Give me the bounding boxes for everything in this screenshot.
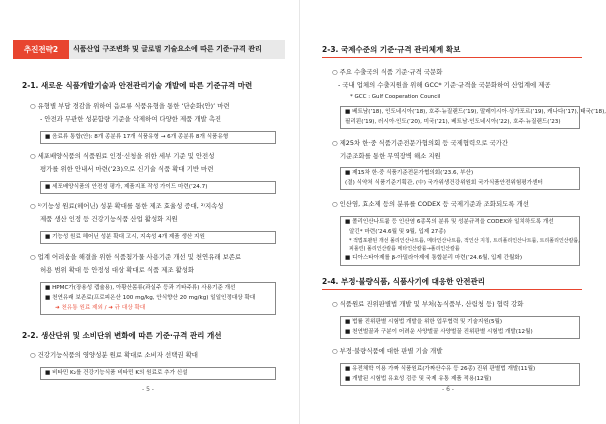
info-box-item: ■ 법률 진위판별 시험법 개발을 위한 업무협력 및 기술지원(5월) (345, 319, 503, 325)
info-box-footnote: * 적법포괄된 개선 폴리인산나트륨, 메타인산나트륨, 적인산 지칭, 트리폴리인산나트륨, 트리폴리인산칼륨, (349, 238, 580, 244)
bullet-text: ○ 건강기능식품의 영양성분 원료 확대로 소비자 선택권 확대 (30, 351, 198, 359)
info-box-item: ■ 천연유래 보존료(프로피온산 100 mg/kg, 안식향산 20 mg/kg) 일일인정대상 확대 (45, 295, 256, 301)
section-heading-2-1: 2-1. 새로운 식품개발기술과 안전관리기술 개발에 따른 기준규격 마련 (22, 81, 253, 90)
info-box-item: ■ HPMC가(장용성 캡슐용), 아황산몸류(과실주 등과 기타주류) 사용기준 개선 (45, 285, 236, 291)
bullet-text-cont: 제품 생산 인정 등 건강기능식품 산업 활성화 지원 (40, 215, 178, 223)
page-number: - 5 - (142, 386, 154, 393)
info-box-footnote: 피롤린) 폴리인산칼륨 메타인산칼륨→폴리인산칼륨 (349, 246, 460, 252)
bullet-text-cont: 평가를 위한 안내서 마련(’23)으로 신기술 식품 확대 기반 마련 (40, 165, 214, 173)
info-box-item: ■ 폴리인산나트륨 등 인산염 6종목의 분류 및 성분규격을 CODEX와 일치하도록 개선 (345, 219, 554, 225)
bullet-text: ○ ¹⁾기능성 원료(헤어닌) 성분 확대를 통한 제조 효율성 증대, ²⁾지속성 (30, 202, 224, 210)
info-box-item: ■ 디아스타아제를 β-아밀라아제에 통합분리 마련(’24.6월, 입제 간월화) (345, 255, 523, 261)
info-box-item: ■ 세포배양식품의 안전성 평가, 제품지표 작성 가이드 마련(’24.7) (45, 184, 208, 190)
info-box-item: 필리핀(’19), 러시아·인도(’20), 미국(’21), 베트남·인도네시아(’22), 호주·뉴질랜드(’23) (345, 119, 561, 125)
strategy-title: 식품산업 구조변화 및 글로벌 기술요소에 따른 기준·규격 관리 (69, 40, 285, 59)
info-box (340, 216, 580, 266)
info-box-item: ■ 개발된 시험법 유효성 검증 및 국제 유통 제품 적용(12월) (345, 376, 492, 382)
info-box-item: ■ 천연벌꿀과 구분이 어려운 사양벌꿀 사양벌꿀 진위판별 시험법 개발(12월) (345, 329, 533, 335)
info-box-item: ➜ 천유통 원료 제외 / ➜ 규 대상 확대 (55, 305, 146, 311)
bullet-text: ○ 부정·불량식품에 대한 판별 기술 개발 (332, 347, 443, 355)
info-box (340, 363, 580, 386)
strategy-header (13, 40, 285, 59)
info-box (40, 181, 276, 194)
info-box (340, 106, 606, 129)
info-box (40, 231, 276, 244)
info-box-item: ■ 비타민 K₂를 건강기능식품 비타민 K의 원료로 추가 신설 (45, 370, 188, 376)
right-page (300, 0, 606, 424)
bullet-text: ○ 인산염, 효소제 등의 분류를 CODEX 등 국제기준과 조화되도록 개선 (332, 200, 529, 208)
info-box-item: (결) 식약처 식품기준기획관, (中) 국가위생건강위원회 국가식품안전위험평가센터 (345, 180, 543, 186)
section-heading-2-2: 2-2. 생산단위 및 소비단위 변화에 따른 기준·규격 관리 개선 (22, 331, 222, 340)
info-box (40, 282, 276, 315)
info-box-item: ■ 제15차 한·중 식품기준전문가협의회(’23.6, 부산) (345, 170, 474, 176)
bullet-text: ○ 식품원료 진위판별법 개발 및 부처(농식품부, 산림청 등) 협력 강화 (332, 300, 524, 308)
left-page (0, 0, 300, 424)
info-box-item: 알긴* 마련(’24.6월 및 9월, 입제 27종) (349, 229, 446, 235)
info-box-item: ■ 기능성 원료 헤어닌 성분 확대 고시, 지속성 4개 제품 생산 지원 (45, 234, 205, 240)
bullet-text-cont: 허용 범위 확대 등 안정성 대상 확대로 식품 제조 활성화 (40, 266, 195, 274)
bullet-text-cont: 기준조화를 통한 무역장벽 해소 지원 (340, 152, 441, 160)
sub-bullet-text: - 안전과 무관한 성분함량 기준을 삭제하여 다양한 제품 개발 촉진 (40, 115, 222, 123)
bullet-text: ○ 업계 어려움을 해결을 위한 식품첨가물 사용기준 개선 및 천연유래 보존료 (30, 253, 242, 261)
info-box-item: ■ 음료류 통합(안): 8개 종분류 17개 식품유형 → 6개 종분류 8개 식품유형 (45, 134, 229, 140)
strategy-tag: 추진전략2 (13, 40, 69, 59)
bullet-text: ○ 세포배양식품의 식품원료 인정·신청을 위한 세부 기준 및 안전성 (30, 152, 215, 160)
bullet-text: ○ 유형별 부담 경감을 위하여 음료류 식품유형을 통한 ‘단순화(안)’ 마련 (30, 102, 230, 110)
footnote: * GCC : Gulf Cooperation Council (350, 94, 441, 100)
section-underline (322, 57, 582, 58)
info-box (340, 167, 580, 190)
info-box (340, 316, 580, 339)
info-box-item: ■ 베트남(’18), 인도네시아(’18), 호주·뉴질랜드(’19), 말레이시아·싱가포르(’19), 캐나다(’17), 태국(’18), (345, 109, 606, 115)
sub-bullet-text: - 국내 업체의 수출지원을 위해 GCC* 기준·규격을 국문화하여 산업계에 제공 (338, 81, 551, 89)
section-heading-2-3: 2-3. 국제수준의 기준·규격 관리체계 확보 (322, 45, 461, 54)
info-box (40, 131, 276, 144)
section-underline (322, 289, 582, 290)
section-heading-2-4: 2-4. 부정·불량식품, 식품사기에 대응한 안전관리 (322, 277, 485, 286)
info-box (40, 367, 276, 380)
bullet-text: ○ 주요 수출국의 식품 기준·규격 국문화 (332, 68, 443, 76)
info-box-item: ■ 유전체학 이용 가짜 식품원료(가짜산수유 등 26종) 진위 판별법 개발(11월) (345, 366, 536, 372)
bullet-text: ○ 제25차 한·중 식품기준전문가협의회 등 국제협력으로 국가간 (332, 139, 509, 147)
page-number: - 6 - (442, 386, 454, 393)
